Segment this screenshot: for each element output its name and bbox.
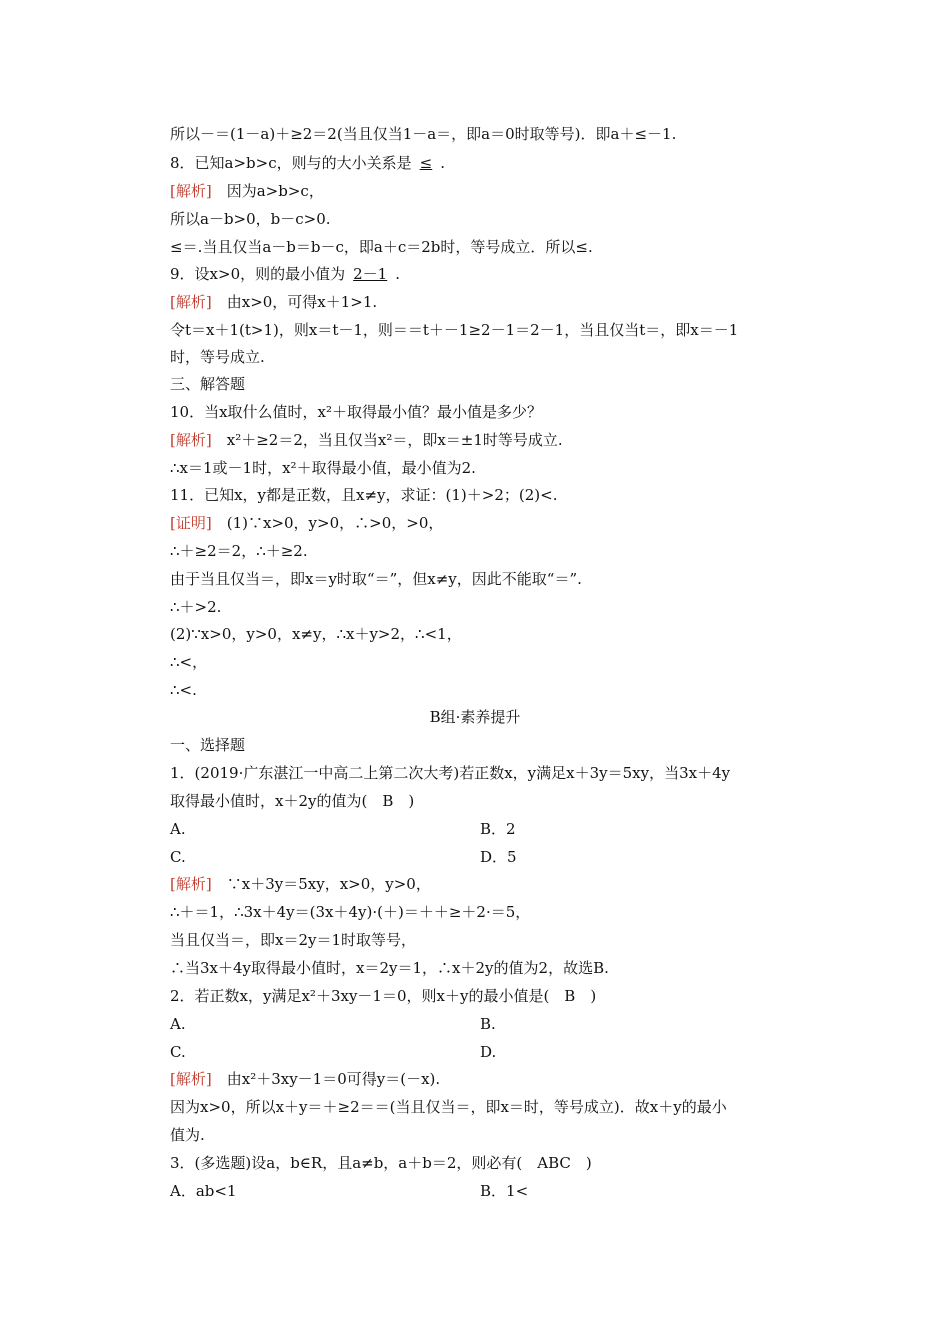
- solution-8-line: [170, 181, 324, 201]
- text-line: [170, 791, 414, 811]
- text: C.: [170, 848, 186, 866]
- text: 由x>0，可得x＋1>1.: [226, 293, 378, 311]
- text-line: [170, 569, 582, 589]
- option-c: [170, 847, 186, 867]
- text: ∴<，: [170, 653, 208, 671]
- text: 取得最小值时，x＋2y的值为( B ): [170, 792, 415, 810]
- text: 值为.: [170, 1126, 205, 1144]
- text-line: [170, 930, 416, 950]
- section-heading: [170, 374, 245, 394]
- text: B．1<: [480, 1182, 529, 1200]
- question-10: [170, 402, 542, 422]
- text-line: [170, 1125, 205, 1145]
- text: 由于当且仅当＝，即x＝y时取“＝”，但x≠y，因此不能取“＝”.: [170, 570, 582, 588]
- text: 因为x>0，所以x＋y＝＋≥2＝＝(当且仅当＝，即x＝时，等号成立)．故x＋y的最小: [170, 1098, 727, 1116]
- question-11: [170, 485, 557, 505]
- group-heading: [0, 707, 950, 727]
- solution-2-line: [170, 1069, 440, 1089]
- solution-tag: [解析]: [170, 1070, 212, 1088]
- text-line: [170, 1097, 727, 1117]
- question-text: 10．当x取什么值时，x²＋取得最小值？最小值是多少？: [170, 403, 543, 421]
- text-line: [170, 320, 738, 340]
- option-d: [480, 847, 517, 867]
- text: ∵x＋3y＝5xy，x>0，y>0，: [226, 875, 431, 893]
- text: ∴＋＝1，∴3x＋4y＝(3x＋4y)·(＋)＝＋＋≥＋2·＝5，: [170, 903, 531, 921]
- solution-tag: [解析]: [170, 182, 212, 200]
- text: 因为a>b>c，: [226, 182, 324, 200]
- text: B组·素养提升: [429, 708, 521, 726]
- solution-1-line: [170, 874, 431, 894]
- solution-tag: [解析]: [170, 875, 212, 893]
- text-line: [170, 458, 476, 478]
- text: ∴<.: [170, 681, 197, 699]
- option-b: [480, 819, 516, 839]
- text: D.: [480, 1043, 497, 1061]
- text-line: [170, 209, 331, 229]
- text-line: [170, 624, 462, 644]
- text: 令t＝x＋1(t>1)，则x＝t－1，则＝＝t＋－1≥2－1＝2－1，当且仅当t＝，即x＝－1: [170, 321, 739, 339]
- question-text: 1．(2019·广东湛江一中高二上第二次大考)若正数x，y满足x＋3y＝5xy，当3x＋4y: [170, 764, 731, 782]
- option-b: [480, 1014, 496, 1034]
- text-line: [170, 680, 197, 700]
- text-line: [170, 958, 609, 978]
- option-d: [480, 1042, 496, 1062]
- solution-9-line: [170, 292, 377, 312]
- text: .: [440, 154, 445, 172]
- solution-10-line: [170, 430, 563, 450]
- solution-11-line: [170, 513, 443, 533]
- text-line: [170, 237, 593, 257]
- question-8: [170, 153, 445, 173]
- text: 三、解答题: [170, 375, 246, 393]
- option-a: [170, 1181, 237, 1201]
- question-text: 8．已知a>b>c，则与的大小关系是: [170, 154, 412, 172]
- text: 一、选择题: [170, 736, 246, 754]
- text: .: [395, 265, 400, 283]
- option-b: [480, 1181, 528, 1201]
- text: A．ab<1: [170, 1182, 237, 1200]
- question-3: [170, 1153, 592, 1173]
- text-line: [170, 124, 676, 144]
- text-line: [170, 347, 265, 367]
- text: (2)∵x>0，y>0，x≠y，∴x＋y>2，∴<1，: [170, 625, 462, 643]
- text-line: [170, 652, 207, 672]
- option-a: [170, 1014, 186, 1034]
- question-9: [170, 264, 400, 284]
- question-2: [170, 986, 596, 1006]
- text: x²＋≥2＝2，当且仅当x²＝，即x＝±1时等号成立.: [226, 431, 563, 449]
- solution-tag: [解析]: [170, 293, 212, 311]
- answer-blank: ≤: [419, 154, 433, 172]
- text: (1)∵x>0，y>0，∴>0，>0，: [226, 514, 444, 532]
- text: 时，等号成立.: [170, 348, 265, 366]
- solution-tag: [证明]: [170, 514, 212, 532]
- text: ∴＋>2.: [170, 598, 222, 616]
- solution-tag: [解析]: [170, 431, 212, 449]
- text: ∴x＝1或－1时，x²＋取得最小值，最小值为2.: [170, 459, 476, 477]
- text-line: [170, 597, 221, 617]
- text: ∴当3x＋4y取得最小值时，x＝2y＝1，∴x＋2y的值为2，故选B.: [170, 959, 609, 977]
- text-line: [170, 541, 308, 561]
- question-text: 11．已知x，y都是正数，且x≠y，求证：(1)＋>2；(2)<.: [170, 486, 558, 504]
- text: 所以a－b>0，b－c>0.: [170, 210, 331, 228]
- question-1: [170, 763, 730, 783]
- text: A.: [170, 1015, 186, 1033]
- option-a: [170, 819, 186, 839]
- text: ≤＝.当且仅当a－b＝b－c，即a＋c＝2b时，等号成立．所以≤.: [170, 238, 593, 256]
- text: 所以－＝(1－a)＋≥2＝2(当且仅当1－a＝，即a＝0时取等号)．即a＋≤－1.: [170, 125, 677, 143]
- text: B.: [480, 1015, 496, 1033]
- text-line: [170, 902, 530, 922]
- text: 由x²＋3xy－1＝0可得y＝(－x).: [226, 1070, 441, 1088]
- text: ∴＋≥2＝2，∴＋≥2.: [170, 542, 308, 560]
- question-text: 2．若正数x，y满足x²＋3xy－1＝0，则x＋y的最小值是( B ): [170, 987, 597, 1005]
- answer-blank: 2－1: [353, 265, 388, 283]
- text: 当且仅当＝，即x＝2y＝1时取等号，: [170, 931, 417, 949]
- text: C.: [170, 1043, 186, 1061]
- option-c: [170, 1042, 186, 1062]
- text: A.: [170, 820, 186, 838]
- question-text: 9．设x>0，则的最小值为: [170, 265, 346, 283]
- text: D．5: [480, 848, 517, 866]
- section-heading: [170, 735, 245, 755]
- question-text: 3．(多选题)设a，b∈R，且a≠b，a＋b＝2，则必有( ABC ): [170, 1154, 592, 1172]
- text: B．2: [480, 820, 516, 838]
